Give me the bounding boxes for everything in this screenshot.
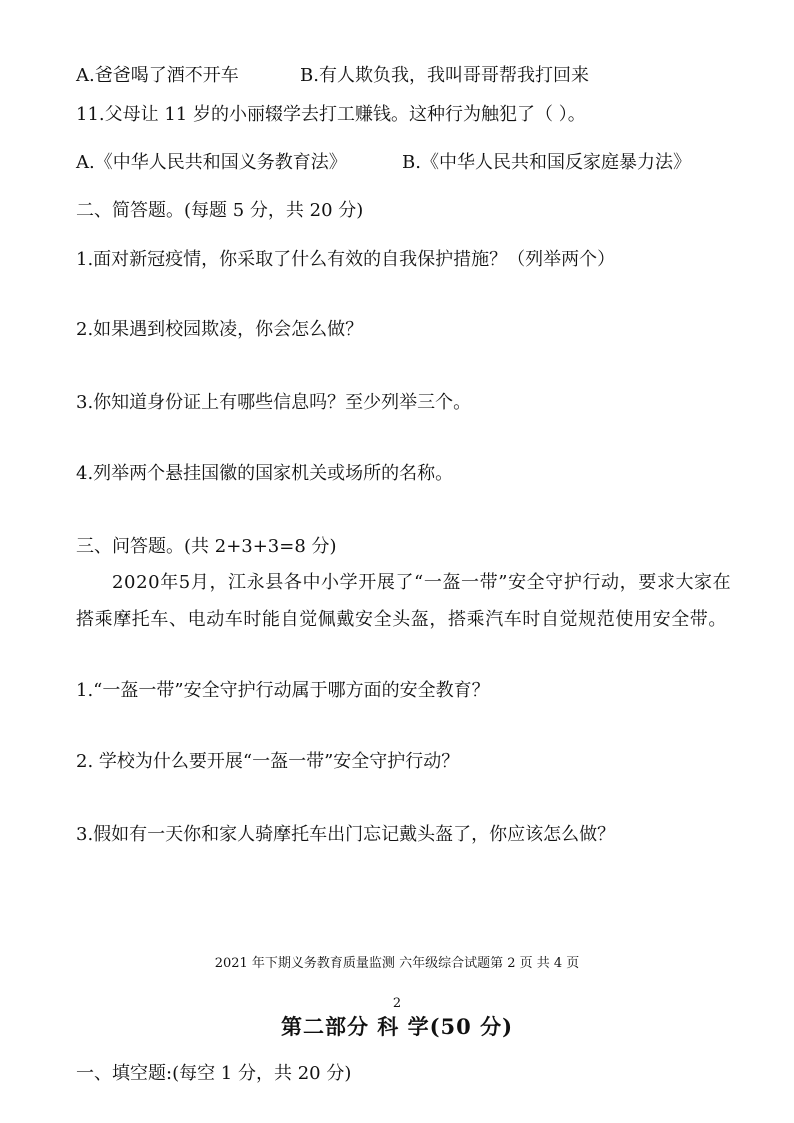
q11-option-b: B.《中华人民共和国反家庭暴力法》	[402, 152, 691, 173]
section-2-question-4: 4.列举两个悬挂国徽的国家机关或场所的名称。	[76, 463, 454, 484]
q10-option-a: A.爸爸喝了酒不开车	[76, 65, 239, 86]
q11-option-a: A.《中华人民共和国义务教育法》	[76, 152, 347, 173]
section-3-question-1: 1.“一盔一带”安全守护行动属于哪方面的安全教育？	[76, 680, 490, 701]
part-2-section-1-heading: 一、填空题:(每空 1 分，共 20 分)	[76, 1063, 352, 1084]
section-3-heading: 三、问答题。(共 2+3+3=8 分)	[76, 536, 337, 557]
page-number: 2	[392, 996, 402, 1011]
section-2-question-1: 1.面对新冠疫情，你采取了什么有效的自我保护措施？（列举两个）	[76, 249, 616, 270]
section-2-question-2: 2.如果遇到校园欺凌，你会怎么做？	[76, 319, 364, 340]
section-3-passage: 2020年5月，江永县各中小学开展了“一盔一带”安全守护行动，要求大家在搭乘摩托车、电动车时能自觉佩戴安全头盔，搭乘汽车时自觉规范使用安全带。	[76, 572, 732, 630]
question-11: 11.父母让 11 岁的小丽辍学去打工赚钱。这种行为触犯了（ ）。	[76, 104, 586, 125]
part-2-title: 第二部分 科 学(50 分)	[280, 1014, 514, 1039]
q10-option-b: B.有人欺负我，我叫哥哥帮我打回来	[300, 65, 589, 86]
section-3-question-2: 2. 学校为什么要开展“一盔一带”安全守护行动？	[76, 751, 460, 772]
page-footer: 2021 年下期义务教育质量监测 六年级综合试题第 2 页 共 4 页	[214, 956, 580, 971]
section-2-question-3: 3.你知道身份证上有哪些信息吗？至少列举三个。	[76, 392, 472, 413]
section-2-heading: 二、简答题。(每题 5 分，共 20 分)	[76, 200, 364, 221]
section-3-question-3: 3.假如有一天你和家人骑摩托车出门忘记戴头盔了，你应该怎么做？	[76, 824, 616, 845]
